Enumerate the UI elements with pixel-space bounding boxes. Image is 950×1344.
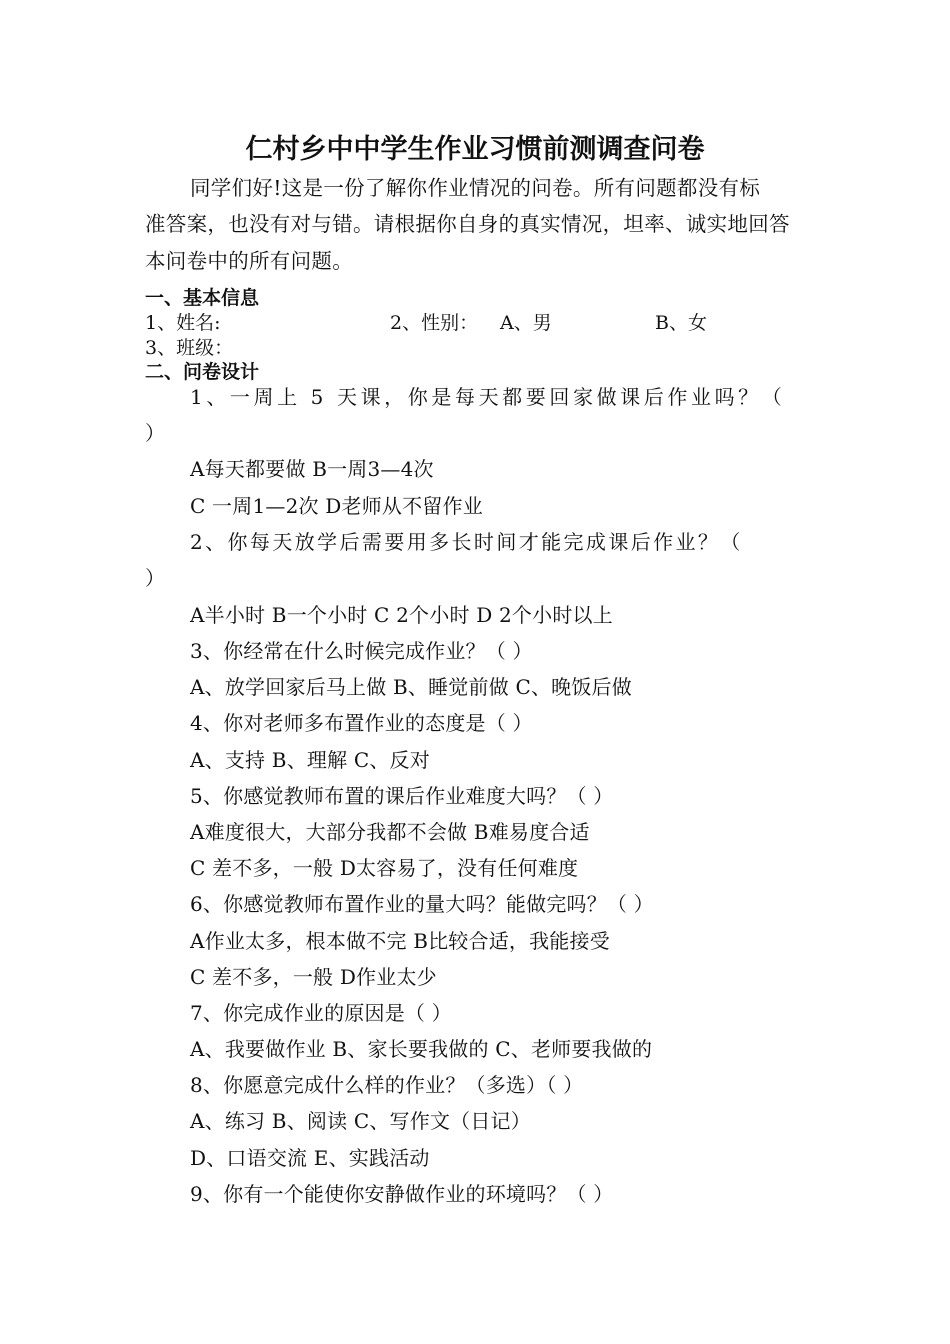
question-9: 9、你有一个能使你安静做作业的环境吗？（ ）: [190, 1182, 614, 1206]
question-4: 4、你对老师多布置作业的态度是（ ）: [190, 711, 533, 735]
question-2-close: ）: [145, 566, 166, 590]
question-6: 6、你感觉教师布置作业的量大吗？能做完吗？（ ）: [190, 892, 654, 916]
question-8: 8、你愿意完成什么样的作业？（多选）（ ）: [190, 1073, 584, 1097]
question-2-options-1: A半小时 B一个小时 C 2个小时 D 2个小时以上: [190, 603, 613, 627]
question-7: 7、你完成作业的原因是（ ）: [190, 1001, 452, 1025]
gender-option-a: A、男: [500, 312, 552, 334]
question-5: 5、你感觉教师布置的课后作业难度大吗？（ ）: [190, 784, 614, 808]
question-5-options-1: A难度很大，大部分我都不会做 B难易度合适: [190, 820, 590, 844]
question-4-options-1: A、支持 B、理解 C、反对: [190, 748, 430, 772]
question-6-options-1: A作业太多，根本做不完 B比较合适，我能接受: [190, 929, 610, 953]
question-1-options-1: A每天都要做 B一周3—4次: [190, 457, 434, 481]
question-6-options-2: C 差不多，一般 D作业太少: [190, 965, 437, 989]
intro-line-2: 准答案，也没有对与错。请根据你自身的真实情况，坦率、诚实地回答: [145, 212, 790, 236]
question-3: 3、你经常在什么时候完成作业？（ ）: [190, 639, 533, 663]
gender-label: 2、性别：: [390, 312, 479, 334]
question-7-options-1: A、我要做作业 B、家长要我做的 C、老师要我做的: [190, 1037, 653, 1061]
intro-line-3: 本问卷中的所有问题。: [145, 249, 353, 273]
question-1: 1、一周上 5 天课，你是每天都要回家做课后作业吗？（: [190, 385, 786, 409]
question-1-options-2: C 一周1—2次 D老师从不留作业: [190, 494, 483, 518]
question-8-options-1: A、练习 B、阅读 C、写作文（日记）: [190, 1109, 531, 1133]
question-1-close: ）: [145, 421, 166, 445]
name-label: 1、姓名:: [145, 312, 221, 334]
intro-line-1: 同学们好!这是一份了解你作业情况的问卷。所有问题都没有标: [190, 176, 761, 200]
question-5-options-2: C 差不多，一般 D太容易了，没有任何难度: [190, 856, 579, 880]
document-title: 仁村乡中中学生作业习惯前测调查问卷: [245, 134, 705, 165]
question-3-options-1: A、放学回家后马上做 B、睡觉前做 C、晚饭后做: [190, 675, 632, 699]
section-heading-basic-info: 一、基本信息: [145, 287, 260, 309]
gender-option-b: B、女: [655, 312, 707, 334]
question-2: 2、你每天放学后需要用多长时间才能完成课后作业？（: [190, 530, 743, 554]
question-8-options-2: D、口语交流 E、实践活动: [190, 1146, 430, 1170]
section-heading-questionnaire: 二、问卷设计: [145, 361, 260, 383]
class-label: 3、班级：: [145, 337, 234, 359]
